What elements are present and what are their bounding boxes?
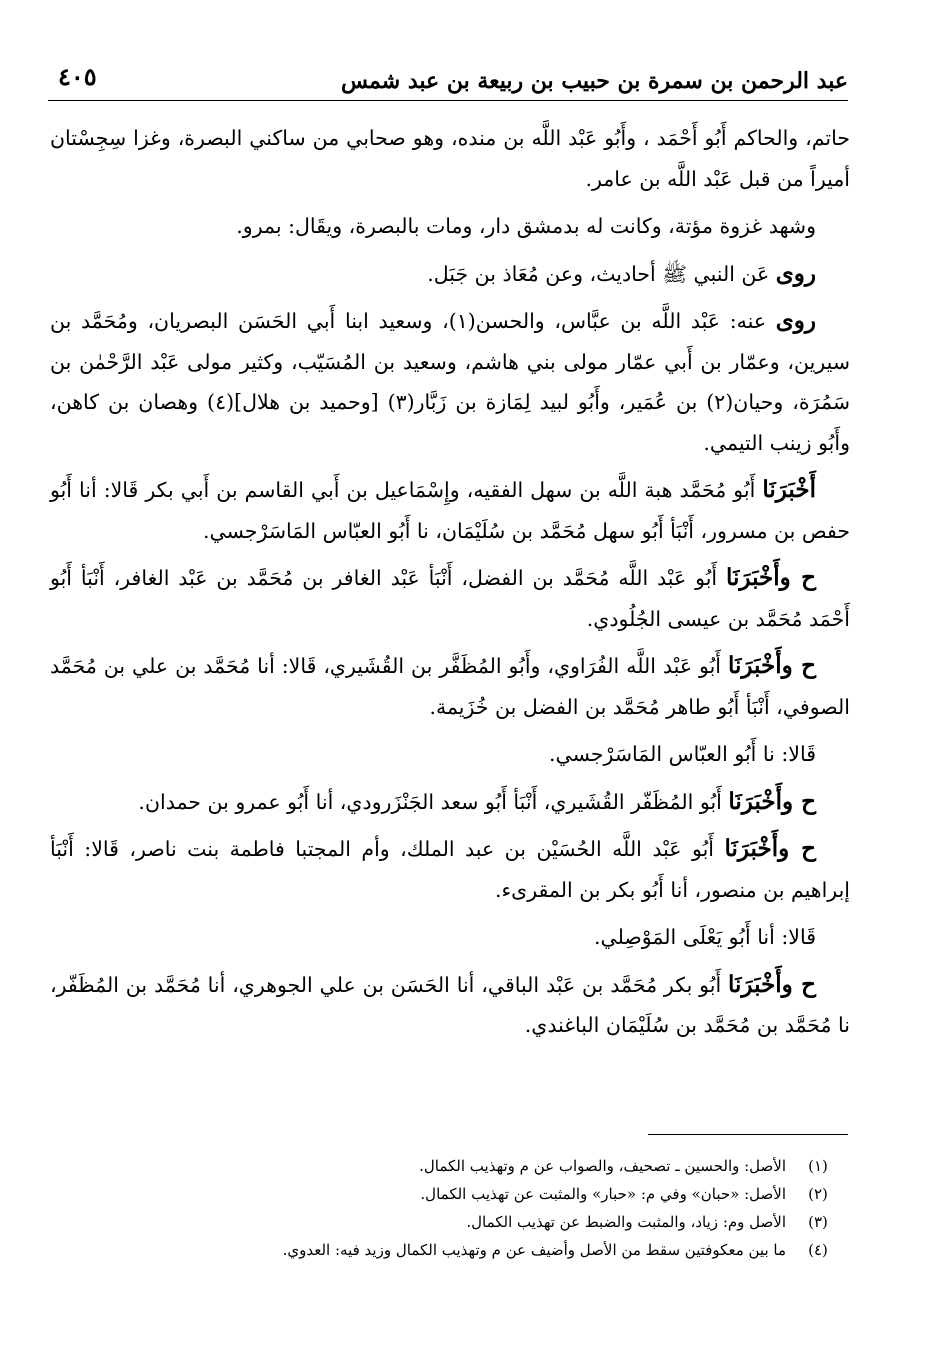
footnote-text: الأصل: والحسين ـ تصحيف، والصواب عن م وتهذيب الكمال. xyxy=(419,1157,786,1175)
paragraph xyxy=(50,646,850,727)
paragraph xyxy=(50,917,850,958)
footnote xyxy=(50,1152,850,1180)
paragraph xyxy=(50,118,850,199)
paragraph-text: عنه: عَبْد اللَّه بن عبَّاس، والحسن(١)، وسعيد ابنا أَبي الحَسَن البصريان، ومُحَمَّد بن سيرين، وعمّار بن أَبي عمّار مولى بني هاشم، وسعيد بن المُسَيّب، وكثير مولى عَبْد الرَّحْمٰن بن سَمُرَة، وحيان(٢) بن عُمَير، وأَبُو لبيد لِمَازة بن زَبَّار(٣) [وحميد بن هلال](٤) وهصان بن كاهن، وأَبُو زينب التيمي. xyxy=(50,309,850,455)
paragraph-text: أَبُو عَبْد اللَّه الفُرَاوي، وأَبُو المُظَفَّر بن القُشَيري، قَالا: أنا مُحَمَّد بن علي بن مُحَمَّد الصوفي، أَنْبَأ أَبُو طاهر مُحَمَّد بن الفضل بن خُزَيمة. xyxy=(50,654,850,719)
footnote-text: الأصل وم: زياد، والمثبت والضبط عن تهذيب الكمال. xyxy=(466,1213,786,1231)
footnote xyxy=(50,1180,850,1208)
page-header xyxy=(48,60,848,100)
main-text xyxy=(50,118,850,1053)
footnote-number: (٤) xyxy=(808,1241,828,1259)
paragraph-lead: أَخْبَرَنَا xyxy=(762,476,816,503)
page-number: ٤٠٥ xyxy=(58,62,97,91)
footnote-number: (٣) xyxy=(808,1213,828,1231)
footnote xyxy=(50,1208,850,1236)
paragraph-lead: ح وأَخْبَرَنَا xyxy=(727,652,816,679)
running-title: عبد الرحمن بن سمرة بن حبيب بن ربيعة بن عبد شمس xyxy=(340,68,848,94)
paragraph-lead: روى xyxy=(775,259,816,287)
paragraph xyxy=(50,206,850,247)
footnote-text: ما بين معكوفتين سقط من الأصل وأضيف عن م وتهذيب الكمال وزيد فيه: العدوي. xyxy=(282,1241,786,1259)
paragraph xyxy=(50,301,850,463)
paragraph-text: أَبُو مُحَمَّد هبة اللَّه بن سهل الفقيه، وإِسْمَاعيل بن أَبي القاسم بن أَبي بكر قَالا: أنا أَبُو حفص بن مسرور، أَنْبَأ أَبُو سهل مُحَمَّد بن سُلَيْمَان، نا أَبُو العبّاس المَاسَرْجسي. xyxy=(50,478,850,543)
paragraph xyxy=(50,965,850,1046)
paragraph-text: أَبُو عَبْد اللَّه الحُسَيْن بن عبد الملك، وأم المجتبا فاطمة بنت ناصر، قَالا: أَنْبَأ إبراهيم بن منصور، أنا أَبُو بكر بن المقرىء. xyxy=(50,837,850,902)
paragraph-text: أَبُو عَبْد اللَّه مُحَمَّد بن الفضل، أَنْبَأ عَبْد الغافر بن مُحَمَّد بن عَبْد الغافر، أَنْبَأ أَبُو أَحْمَد مُحَمَّد بن عيسى الجُلُودي. xyxy=(50,566,850,631)
paragraph-text: قَالا: نا أَبُو العبّاس المَاسَرْجسي. xyxy=(548,742,816,766)
paragraph-lead: ح وأَخْبَرَنَا xyxy=(728,970,816,998)
paragraph-text: عَن النبي ﷺ أحاديث، وعن مُعَاذ بن جَبَل. xyxy=(427,261,770,286)
paragraph xyxy=(50,734,850,775)
paragraph xyxy=(50,558,850,639)
footnote-number: (١) xyxy=(808,1157,828,1175)
paragraph-text: وشهد غزوة مؤتة، وكانت له بدمشق دار، ومات بالبصرة، ويقَال: بمرو. xyxy=(236,214,816,238)
paragraph-text: أَبُو بكر مُحَمَّد بن عَبْد الباقي، أنا الحَسَن بن علي الجوهري، أنا مُحَمَّد بن المُظَفّر، نا مُحَمَّد بن مُحَمَّد بن سُلَيْمَان الباغندي. xyxy=(50,972,850,1037)
footnotes xyxy=(50,1152,850,1264)
footnote-number: (٢) xyxy=(808,1185,828,1203)
paragraph-text: حاتم، والحاكم أَبُو أَحْمَد ، وأَبُو عَبْد اللَّه بن منده، وهو صحابي من ساكني البصرة، وغزا سِجِسْتان أميراً من قبل عَبْد اللَّه بن عامر. xyxy=(50,126,850,191)
paragraph-lead: ح وأَخْبَرَنَا xyxy=(728,787,816,815)
paragraph-text: قَالا: أنا أَبُو يَعْلَى المَوْصِلي. xyxy=(594,925,816,949)
footnote-text: الأصل: «حبان» وفي م: «حبار» والمثبت عن تهذيب الكمال. xyxy=(420,1185,786,1203)
paragraph-lead: ح وأَخْبَرَنَا xyxy=(724,835,816,862)
paragraph-lead: ح وأَخْبَرَنَا xyxy=(726,564,817,591)
header-rule xyxy=(48,100,848,101)
paragraph-lead: روى xyxy=(775,307,816,334)
paragraph xyxy=(50,829,850,910)
paragraph xyxy=(50,470,850,551)
footnote-separator xyxy=(648,1134,848,1135)
footnote xyxy=(50,1236,850,1264)
paragraph xyxy=(50,782,850,823)
paragraph xyxy=(50,254,850,295)
paragraph-text: أَبُو المُظَفّر القُشَيري، أَنْبَأ أَبُو سعد الجَنْزَرودي، أنا أَبُو عمرو بن حمدان. xyxy=(138,789,722,814)
